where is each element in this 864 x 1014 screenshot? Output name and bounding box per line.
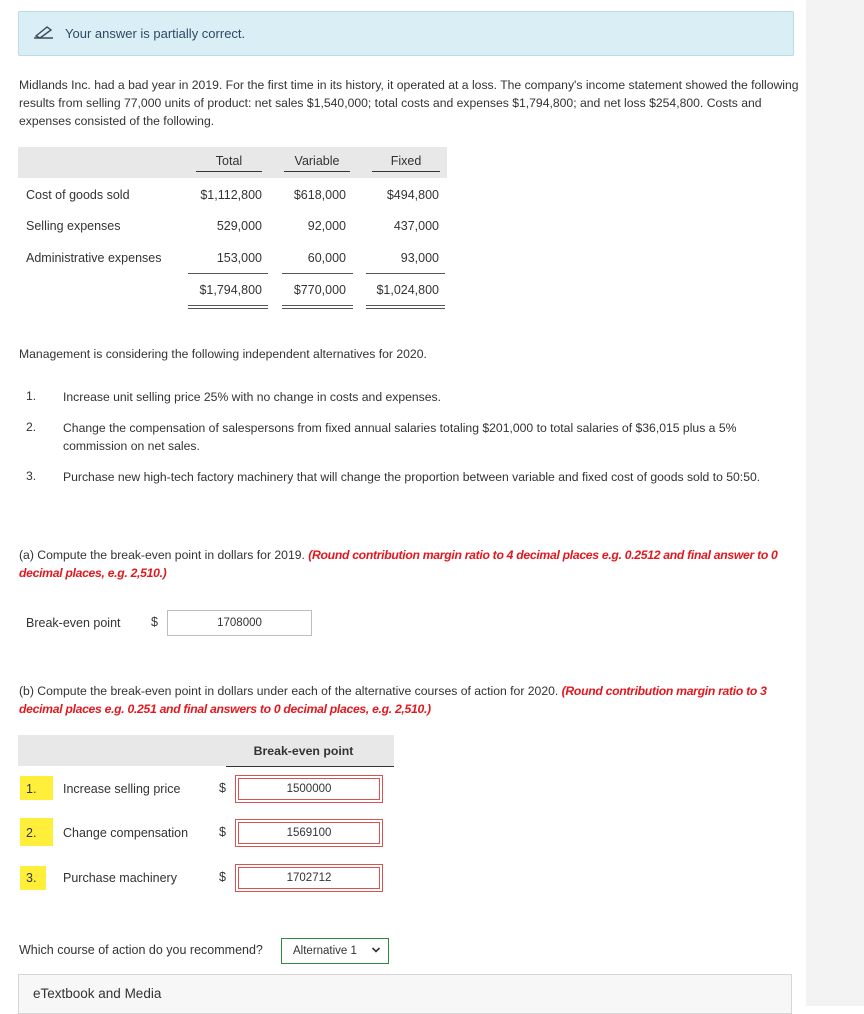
double-rule-variable-b: [282, 308, 353, 309]
col-variable-header: Variable: [294, 154, 340, 168]
part-b-question-text: (b) Compute the break-even point in dollars under each of the alternative courses of action for 2020.: [19, 684, 559, 698]
row-1-label: Increase selling price: [63, 782, 181, 796]
row-label-selling: Selling expenses: [26, 219, 121, 233]
row-2-number: 2.: [26, 826, 37, 840]
feedback-banner: [18, 11, 794, 56]
admin-variable: 60,000: [307, 251, 346, 265]
alt-1-number: 1.: [26, 389, 37, 403]
double-rule-total-a: [188, 305, 268, 306]
double-rule-fixed-a: [366, 305, 445, 306]
part-a-question-text: (a) Compute the break-even point in dollars for 2019.: [19, 548, 305, 562]
problem-intro: Midlands Inc. had a bad year in 2019. For the first time in its history, it operated at a loss. The company's income statement showed the following results from selling 77,000 units of product: net sales $1,540,000; total costs and expenses $1,794,800; and net loss $254,800. Costs and expenses consisted of the following.: [19, 78, 799, 128]
change-compensation-input[interactable]: 1569100: [235, 819, 383, 847]
row-2-label: Change compensation: [63, 826, 189, 840]
part-a-label: Break-even point: [26, 616, 121, 630]
alt-3-number: 3.: [26, 469, 37, 483]
feedback-message: Your answer is partially correct.: [65, 26, 246, 41]
selling-variable: 92,000: [307, 219, 346, 233]
subtotal-rule-variable: [282, 273, 353, 274]
break-even-header-underline: [226, 766, 394, 767]
row-1-highlight: [20, 776, 53, 800]
row-3-number: 3.: [26, 871, 37, 885]
etextbook-media-panel[interactable]: [18, 974, 792, 1014]
row-label-cogs: Cost of goods sold: [26, 188, 130, 202]
row-label-admin: Administrative expenses: [26, 251, 162, 265]
grand-variable: $770,000: [293, 283, 346, 297]
col-variable-underline: [284, 171, 350, 172]
row-1-currency: $: [219, 781, 226, 795]
chevron-down-icon: [371, 945, 381, 958]
recommend-select[interactable]: [281, 938, 389, 964]
selling-fixed: 437,000: [393, 219, 439, 233]
row-3-currency: $: [219, 870, 226, 884]
break-even-2019-input[interactable]: 1708000: [167, 610, 312, 636]
alt-2-number: 2.: [26, 420, 37, 434]
cogs-variable: $618,000: [293, 188, 346, 202]
admin-fixed: 93,000: [400, 251, 439, 265]
part-a-currency: $: [151, 615, 158, 629]
recommend-select-value: Alternative 1: [293, 945, 357, 957]
double-rule-total-b: [188, 308, 268, 309]
cogs-fixed: $494,800: [386, 188, 439, 202]
grand-fixed: $1,024,800: [376, 283, 439, 297]
double-rule-fixed-b: [366, 308, 445, 309]
alt-2-text: Change the compensation of salespersons from fixed annual salaries totaling $201,000 to total salaries of $36,015 plus a 5% commission on net sales.: [63, 421, 737, 453]
selling-total: 529,000: [216, 219, 262, 233]
subtotal-rule-fixed: [366, 273, 445, 274]
increase-price-input[interactable]: 1500000: [235, 775, 383, 803]
part-b-question: [19, 682, 799, 718]
alt-1-text: Increase unit selling price 25% with no change in costs and expenses.: [63, 390, 442, 404]
row-2-currency: $: [219, 825, 226, 839]
purchase-machinery-input[interactable]: 1702712: [235, 864, 383, 892]
grand-total: $1,794,800: [199, 283, 262, 297]
admin-total: 153,000: [216, 251, 262, 265]
pencil-icon: [33, 25, 55, 44]
subtotal-rule-total: [188, 273, 268, 274]
etextbook-label: eTextbook and Media: [33, 986, 162, 1001]
row-2-highlight: [20, 818, 53, 846]
part-a-instruction: (Round contribution margin ratio to 4 decimal places e.g. 0.2512 and final answer to 0 decimal places, e.g. 2,510.): [19, 548, 778, 580]
col-fixed-underline: [372, 171, 440, 172]
alt-3-text: Purchase new high-tech factory machinery that will change the proportion between variable and fixed cost of goods sold to 50:50.: [63, 470, 761, 484]
part-a-question: [19, 546, 799, 582]
management-text: Management is considering the following independent alternatives for 2020.: [19, 347, 427, 361]
break-even-column-header: Break-even point: [253, 744, 354, 758]
part-b-instruction: (Round contribution margin ratio to 3 decimal places e.g. 0.251 and final answers to 0 decimal places, e.g. 2,510.): [19, 684, 767, 716]
cogs-total: $1,112,800: [200, 188, 262, 202]
row-1-number: 1.: [26, 782, 37, 796]
double-rule-variable-a: [282, 305, 353, 306]
col-fixed-header: Fixed: [390, 154, 422, 168]
page-margin: [806, 0, 864, 1006]
col-total-underline: [196, 171, 262, 172]
col-total-header: Total: [215, 154, 243, 168]
row-3-label: Purchase machinery: [63, 871, 177, 885]
recommend-question: Which course of action do you recommend?: [19, 943, 263, 957]
